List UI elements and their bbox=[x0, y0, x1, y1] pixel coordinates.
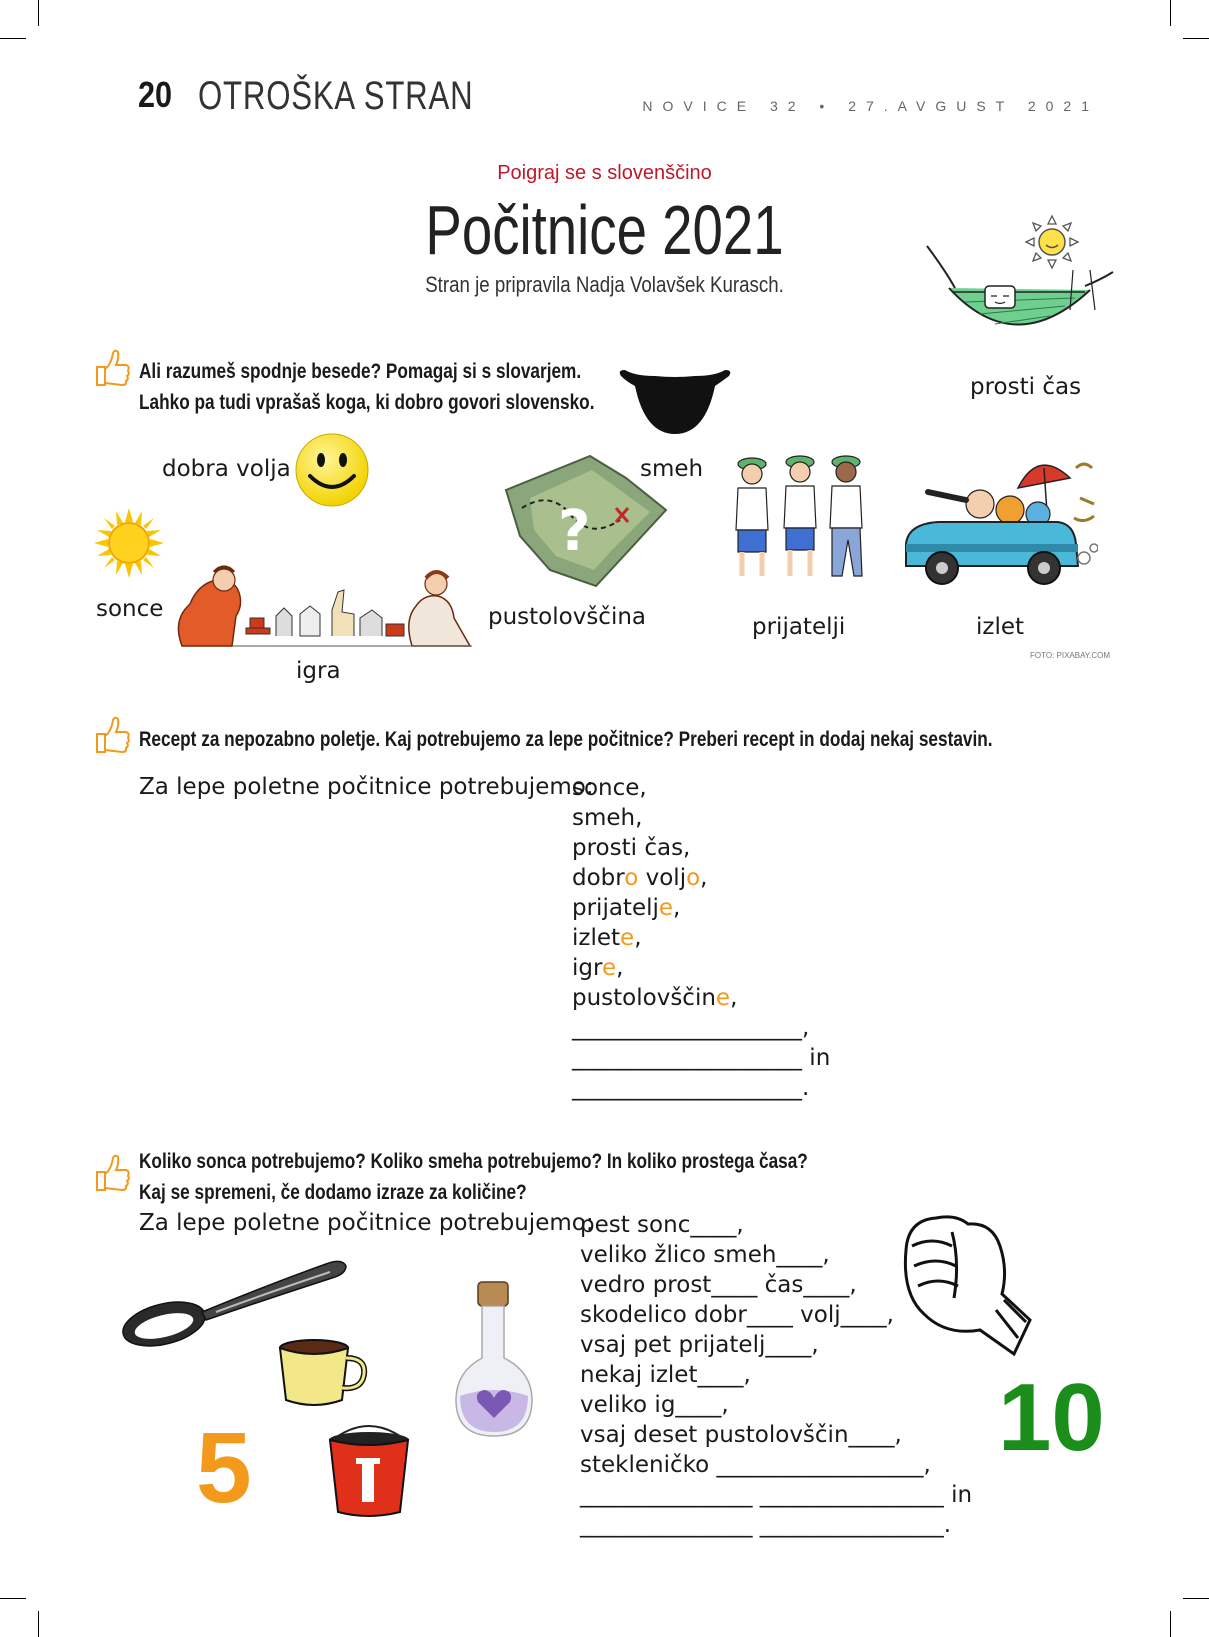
crop-mark bbox=[1183, 1598, 1209, 1599]
blank-line[interactable]: ____________________, bbox=[572, 1015, 810, 1041]
separator-dot: • bbox=[819, 98, 835, 114]
fist-icon bbox=[896, 1210, 1036, 1360]
blank-line[interactable]: ____________________. bbox=[572, 1075, 810, 1101]
bottle-icon bbox=[452, 1280, 536, 1440]
page-number: 20 bbox=[138, 74, 173, 115]
task1-line1: Ali razumeš spodnje besede? Pomagaj si s slovarjem. bbox=[139, 360, 582, 383]
blank-line[interactable]: _______________ ________________ in bbox=[580, 1482, 973, 1508]
task2-list bbox=[572, 773, 830, 1103]
bucket-icon bbox=[324, 1420, 414, 1520]
number-five: 5 bbox=[196, 1412, 252, 1524]
task3-lead: Za lepe poletne počitnice potrebujemo: bbox=[139, 1210, 594, 1236]
list-item: prijatelje, bbox=[572, 895, 681, 921]
word-dobra-volja: dobra volja bbox=[162, 456, 291, 482]
thumbs-up-icon bbox=[93, 1152, 131, 1194]
crop-mark bbox=[1183, 38, 1209, 39]
list-item[interactable]: skodelico dobr____ volj____, bbox=[580, 1302, 894, 1328]
list-item[interactable]: stekleničko __________________, bbox=[580, 1452, 931, 1478]
svg-text:?: ? bbox=[558, 499, 591, 564]
car-icon bbox=[898, 448, 1098, 598]
map-icon bbox=[500, 450, 670, 590]
crop-mark bbox=[1170, 0, 1171, 26]
list-item: pustolovščine, bbox=[572, 985, 738, 1011]
spoon-icon bbox=[120, 1254, 350, 1350]
friends-icon bbox=[726, 450, 874, 584]
task3-line1: Koliko sonca potrebujemo? Koliko smeha potrebujemo? In koliko prostega časa? bbox=[139, 1150, 808, 1173]
article-author: Stran je pripravila Nadja Volavšek Kurasch. bbox=[425, 272, 784, 297]
list-item: izlete, bbox=[572, 925, 642, 951]
issue-line bbox=[642, 98, 1099, 114]
issue-name: NOVICE 32 bbox=[642, 98, 806, 114]
crop-mark bbox=[38, 0, 39, 26]
photo-credit: FOTO: PIXABAY.COM bbox=[1030, 651, 1111, 660]
crop-mark bbox=[38, 1611, 39, 1637]
cup-icon bbox=[276, 1338, 368, 1408]
list-item: dobro voljo, bbox=[572, 865, 708, 891]
list-item[interactable]: veliko ig____, bbox=[580, 1392, 729, 1418]
word-smeh: smeh bbox=[640, 456, 704, 482]
number-ten: 10 bbox=[998, 1364, 1105, 1471]
list-item: prosti čas, bbox=[572, 835, 691, 861]
task2-instruction: Recept za nepozabno poletje. Kaj potrebujemo za lepe počitnice? Preberi recept in dodaj nekaj sestavin. bbox=[139, 728, 993, 751]
section-title: OTROŠKA STRAN bbox=[198, 74, 474, 118]
smiley-icon bbox=[294, 432, 370, 508]
issue-date: 27.AVGUST 2021 bbox=[848, 98, 1099, 114]
list-item[interactable]: vsaj deset pustolovščin____, bbox=[580, 1422, 902, 1448]
task3-line2: Kaj se spremeni, če dodamo izraze za količine? bbox=[139, 1181, 527, 1204]
crop-mark bbox=[0, 1598, 26, 1599]
list-item[interactable]: veliko žlico smeh____, bbox=[580, 1242, 830, 1268]
blank-line[interactable]: _______________ ________________. bbox=[580, 1512, 952, 1538]
list-item: smeh, bbox=[572, 805, 643, 831]
list-item[interactable]: nekaj izlet____, bbox=[580, 1362, 751, 1388]
task2-lead: Za lepe poletne počitnice potrebujemo: bbox=[139, 774, 594, 800]
list-item[interactable]: vedro prost____ čas____, bbox=[580, 1272, 857, 1298]
word-igra: igra bbox=[296, 658, 341, 684]
word-izlet: izlet bbox=[976, 614, 1025, 640]
toys-icon bbox=[172, 560, 482, 652]
hammock-icon bbox=[925, 240, 1115, 360]
article-title: Počitnice 2021 bbox=[425, 191, 784, 269]
sun-icon bbox=[94, 508, 164, 578]
thumbs-up-icon bbox=[93, 714, 131, 756]
word-prijatelji: prijatelji bbox=[752, 614, 846, 640]
word-prosti-cas: prosti čas bbox=[970, 374, 1082, 400]
list-item[interactable]: pest sonc____, bbox=[580, 1212, 744, 1238]
word-sonce: sonce bbox=[96, 596, 164, 622]
crop-mark bbox=[0, 38, 26, 39]
crop-mark bbox=[1170, 1611, 1171, 1637]
word-pustolovscina: pustolovščina bbox=[488, 604, 647, 630]
list-item: igre, bbox=[572, 955, 624, 981]
thumbs-up-icon bbox=[93, 347, 131, 389]
list-item: sonce, bbox=[572, 775, 647, 801]
mouth-icon bbox=[615, 362, 735, 438]
blank-line[interactable]: ____________________ in bbox=[572, 1045, 831, 1071]
task1-line2: Lahko pa tudi vprašaš koga, ki dobro govori slovensko. bbox=[139, 391, 595, 414]
task1-instruction bbox=[139, 356, 594, 418]
task3-instruction bbox=[139, 1146, 808, 1208]
list-item[interactable]: vsaj pet prijatelj____, bbox=[580, 1332, 819, 1358]
article-kicker: Poigraj se s slovenščino bbox=[497, 162, 712, 184]
